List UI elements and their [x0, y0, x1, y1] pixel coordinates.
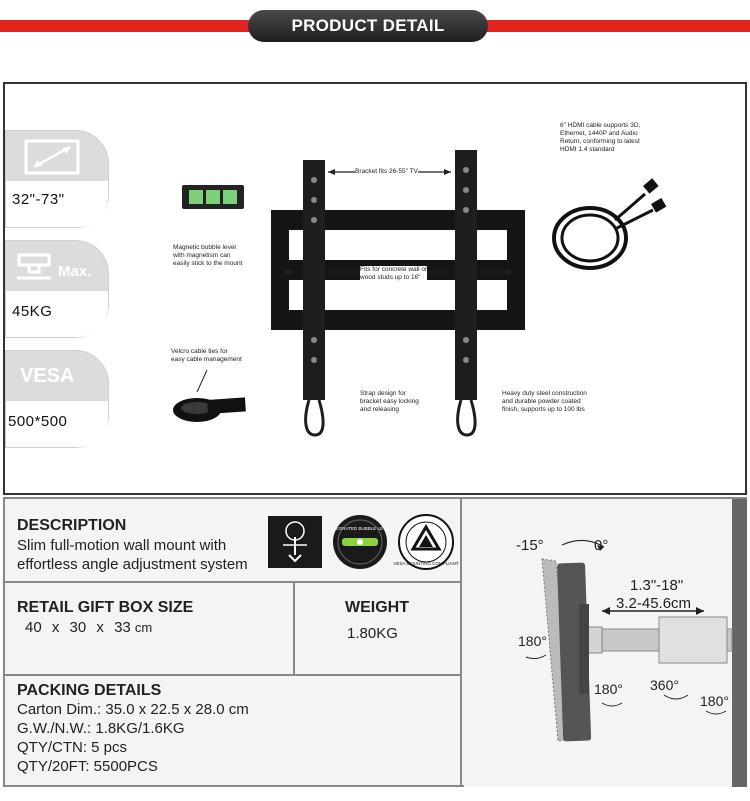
- velcro-tie-image: [167, 370, 247, 430]
- bubble-badge-text: INTEGRATED BUBBLE LEVEL: [328, 526, 392, 531]
- spec-vesa-label: VESA: [20, 365, 75, 387]
- spec-screen-size: [5, 130, 109, 228]
- packing-line-2: G.W./N.W.: 1.8KG/1.6KG: [17, 720, 185, 737]
- spec-max-weight: [5, 240, 109, 338]
- box-height: 33: [114, 619, 131, 636]
- retail-box-size: [25, 619, 152, 636]
- tilt-zero-label: 0°: [594, 537, 609, 554]
- spec-screen-size-value: 32"-73": [12, 191, 65, 208]
- packing-line-1: Carton Dim.: 35.0 x 22.5 x 28.0 cm: [17, 701, 249, 718]
- description-line-2: effortless angle adjustment system: [17, 556, 248, 573]
- callout-bubble-level: Magnetic bubble level with magnetism can easily stick to the mount: [173, 244, 243, 267]
- swivel-right-label: 180°: [700, 693, 729, 709]
- weight-icon: [16, 253, 52, 283]
- callout-strap: Strap design for bracket easy locking and releasing: [360, 390, 419, 413]
- vesa-badge-text: VESA MOUNTING COMPLIANT: [393, 561, 459, 566]
- callout-studs: Fits for concrete wall or wood studs up to 16": [360, 266, 428, 281]
- weight-value: 1.80KG: [347, 625, 398, 642]
- info-grid: [3, 497, 747, 787]
- hdmi-cable-image: [545, 180, 665, 280]
- product-image-panel: [3, 82, 747, 495]
- retail-box-heading: RETAIL GIFT BOX SIZE: [17, 599, 194, 616]
- extension-inch-label: 1.3"-18": [630, 577, 684, 594]
- description-line-1: Slim full-motion wall mount with: [17, 537, 227, 554]
- callout-steel: Heavy duty steel construction and durable powder coated finish, supports up to 100 lbs: [502, 390, 587, 413]
- integrated-bubble-level-icon: [328, 513, 392, 571]
- tilt-minus-label: -15°: [516, 537, 544, 554]
- callout-velcro: Velcro cable ties for easy cable management: [171, 348, 242, 363]
- swivel-mid-label: 180°: [594, 681, 623, 697]
- rotate-label: 360°: [650, 677, 679, 693]
- vesa-compliant-icon: [393, 513, 459, 571]
- box-unit: cm: [134, 620, 153, 635]
- packing-line-3: QTY/CTN: 5 pcs: [17, 739, 128, 756]
- box-length: 40: [25, 619, 42, 636]
- screen-size-icon: [24, 139, 80, 175]
- callout-hdmi: 6" HDMI cable supports 3D, Ethernet, 1440P and Audio Return, conforming to latest HDMI 1.4 standard: [560, 122, 641, 153]
- packing-line-4: QTY/20FT: 5500PCS: [17, 758, 158, 775]
- extension-cm-label: 3.2-45.6cm: [616, 595, 692, 612]
- box-times-2: x: [96, 619, 104, 636]
- anchor-installation-icon: [267, 515, 323, 569]
- description-heading: DESCRIPTION: [17, 517, 127, 534]
- box-width: 30: [69, 619, 87, 636]
- spec-vesa-value: 500*500: [8, 413, 68, 430]
- spec-max-label: Max.: [58, 263, 92, 280]
- spec-vesa: [5, 350, 109, 448]
- packing-heading: PACKING DETAILS: [17, 682, 162, 699]
- swivel-left-label: 180°: [518, 633, 547, 649]
- page-title: PRODUCT DETAIL: [248, 10, 488, 42]
- motion-diagram: [464, 499, 747, 787]
- bubble-level-image: [181, 184, 245, 210]
- spec-max-weight-value: 45KG: [12, 303, 53, 320]
- box-times-1: x: [51, 619, 60, 636]
- weight-heading: WEIGHT: [345, 599, 409, 616]
- callout-bracket: Bracket fits 26-55" TV: [355, 168, 418, 175]
